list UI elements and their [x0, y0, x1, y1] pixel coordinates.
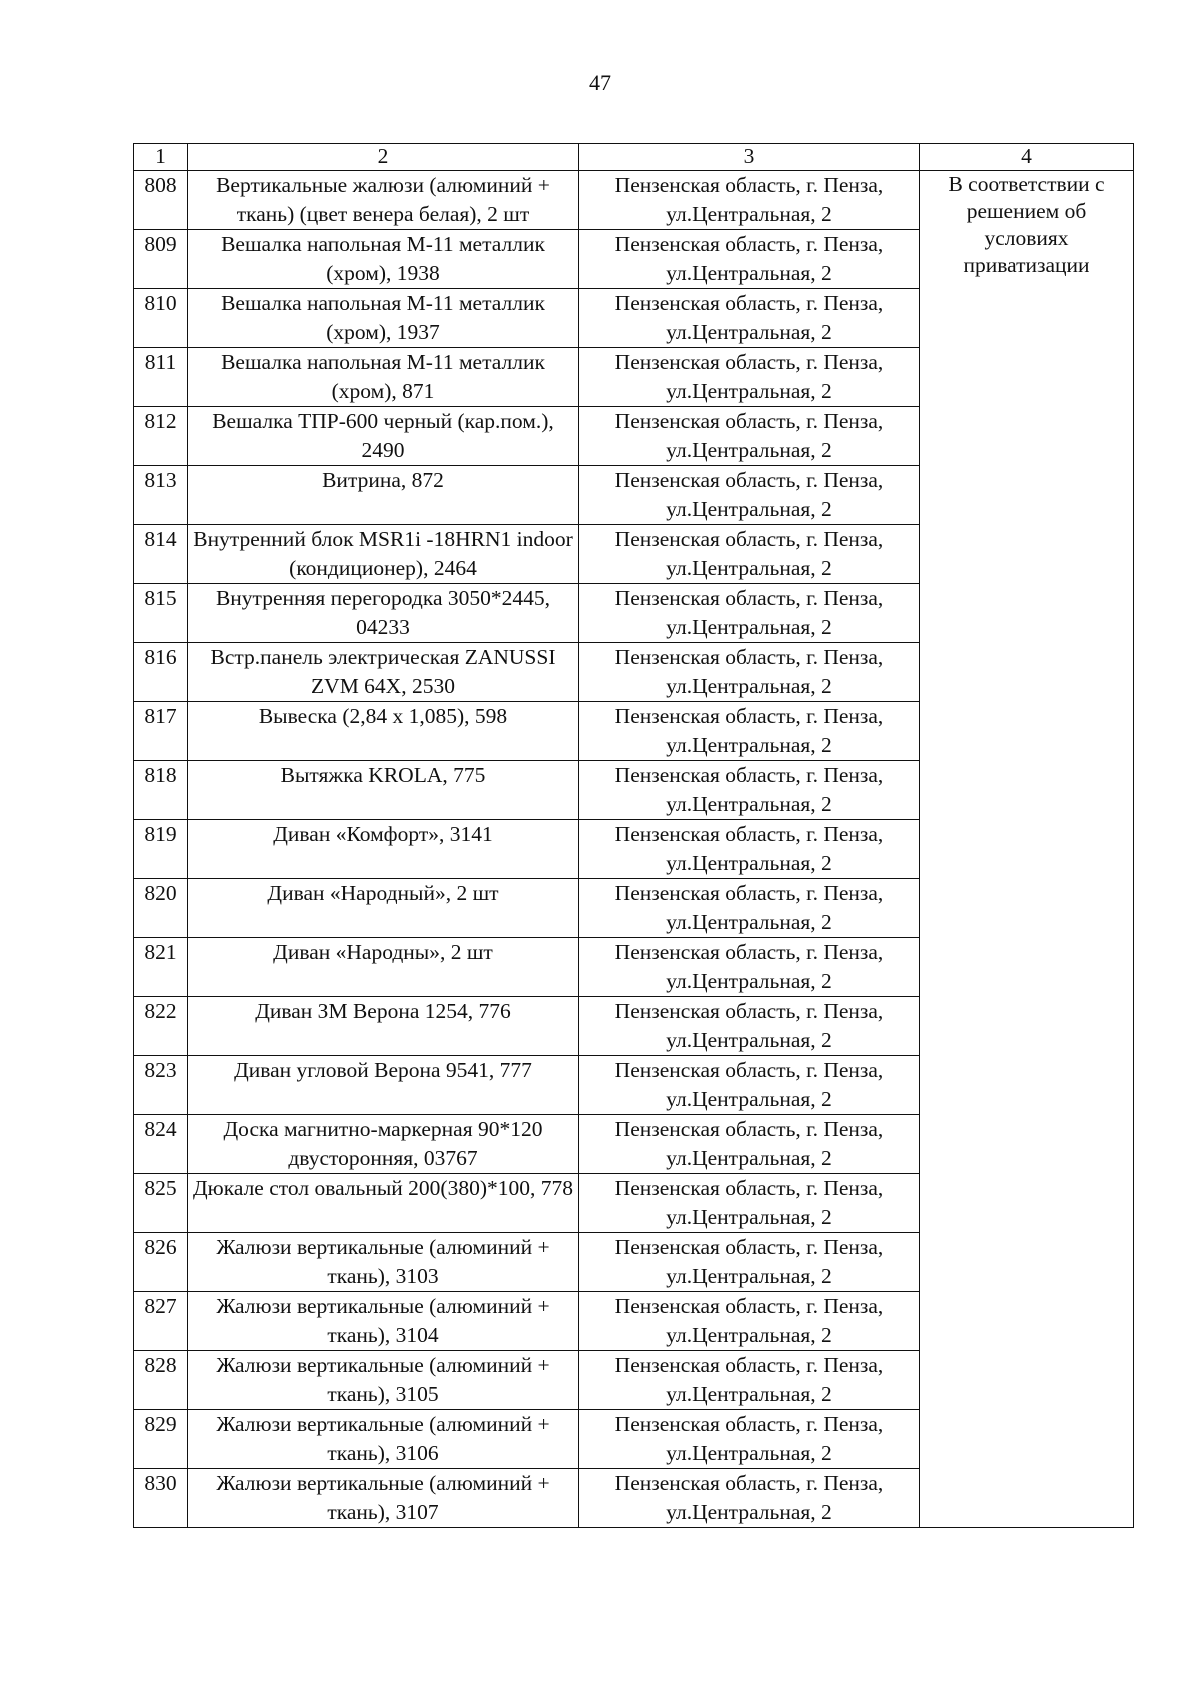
- item-name: Диван угловой Верона 9541, 777: [188, 1056, 579, 1115]
- item-name: Жалюзи вертикальные (алюминий + ткань), 3103: [188, 1233, 579, 1292]
- item-address: Пензенская область, г. Пенза, ул.Центральная, 2: [579, 1056, 920, 1115]
- row-number: 812: [134, 407, 188, 466]
- header-row: [134, 144, 1134, 171]
- item-name: Вешалка напольная М-11 металлик (хром), 871: [188, 348, 579, 407]
- privatization-condition: В соответствии с решением об условиях приватизации: [920, 171, 1134, 1528]
- item-name: Вывеска (2,84 х 1,085), 598: [188, 702, 579, 761]
- row-number: 828: [134, 1351, 188, 1410]
- item-address: Пензенская область, г. Пенза, ул.Центральная, 2: [579, 1351, 920, 1410]
- row-number: 816: [134, 643, 188, 702]
- item-address: Пензенская область, г. Пенза, ул.Центральная, 2: [579, 938, 920, 997]
- row-number: 811: [134, 348, 188, 407]
- row-number: 827: [134, 1292, 188, 1351]
- item-name: Жалюзи вертикальные (алюминий + ткань), 3107: [188, 1469, 579, 1528]
- item-address: Пензенская область, г. Пенза, ул.Центральная, 2: [579, 1410, 920, 1469]
- row-number: 819: [134, 820, 188, 879]
- row-number: 824: [134, 1115, 188, 1174]
- row-number: 829: [134, 1410, 188, 1469]
- row-number: 825: [134, 1174, 188, 1233]
- item-name: Встр.панель электрическая ZANUSSI ZVM 64X, 2530: [188, 643, 579, 702]
- row-number: 830: [134, 1469, 188, 1528]
- item-address: Пензенская область, г. Пенза, ул.Центральная, 2: [579, 584, 920, 643]
- item-name: Вытяжка KROLA, 775: [188, 761, 579, 820]
- row-number: 823: [134, 1056, 188, 1115]
- item-address: Пензенская область, г. Пенза, ул.Центральная, 2: [579, 643, 920, 702]
- item-address: Пензенская область, г. Пенза, ул.Центральная, 2: [579, 1469, 920, 1528]
- item-name: Диван «Комфорт», 3141: [188, 820, 579, 879]
- row-number: 822: [134, 997, 188, 1056]
- item-name: Диван ЗМ Верона 1254, 776: [188, 997, 579, 1056]
- item-address: Пензенская область, г. Пенза, ул.Центральная, 2: [579, 525, 920, 584]
- property-table: [133, 143, 1134, 1528]
- item-name: Внутренняя перегородка 3050*2445, 04233: [188, 584, 579, 643]
- item-address: Пензенская область, г. Пенза, ул.Центральная, 2: [579, 230, 920, 289]
- item-address: Пензенская область, г. Пенза, ул.Центральная, 2: [579, 1292, 920, 1351]
- row-number: 814: [134, 525, 188, 584]
- table-row: [134, 171, 1134, 230]
- item-name: Жалюзи вертикальные (алюминий + ткань), 3104: [188, 1292, 579, 1351]
- column-header-3: 3: [579, 144, 920, 171]
- item-address: Пензенская область, г. Пенза, ул.Центральная, 2: [579, 1233, 920, 1292]
- page-number: 47: [589, 70, 611, 95]
- item-address: Пензенская область, г. Пенза, ул.Центральная, 2: [579, 761, 920, 820]
- item-name: Вешалка ТПР-600 черный (кар.пом.), 2490: [188, 407, 579, 466]
- item-name: Вешалка напольная М-11 металлик (хром), 1938: [188, 230, 579, 289]
- row-number: 808: [134, 171, 188, 230]
- item-address: Пензенская область, г. Пенза, ул.Центральная, 2: [579, 289, 920, 348]
- row-number: 821: [134, 938, 188, 997]
- row-number: 813: [134, 466, 188, 525]
- row-number: 826: [134, 1233, 188, 1292]
- row-number: 809: [134, 230, 188, 289]
- column-header-4: 4: [920, 144, 1134, 171]
- item-address: Пензенская область, г. Пенза, ул.Центральная, 2: [579, 702, 920, 761]
- row-number: 820: [134, 879, 188, 938]
- item-address: Пензенская область, г. Пенза, ул.Центральная, 2: [579, 997, 920, 1056]
- table-body: [134, 171, 1134, 1528]
- item-name: Дюкале стол овальный 200(380)*100, 778: [188, 1174, 579, 1233]
- item-address: Пензенская область, г. Пенза, ул.Центральная, 2: [579, 407, 920, 466]
- item-name: Диван «Народный», 2 шт: [188, 879, 579, 938]
- item-name: Вертикальные жалюзи (алюминий + ткань) (цвет венера белая), 2 шт: [188, 171, 579, 230]
- item-name: Вешалка напольная М-11 металлик (хром), 1937: [188, 289, 579, 348]
- row-number: 815: [134, 584, 188, 643]
- row-number: 818: [134, 761, 188, 820]
- item-address: Пензенская область, г. Пенза, ул.Центральная, 2: [579, 171, 920, 230]
- table-header: [134, 144, 1134, 171]
- item-address: Пензенская область, г. Пенза, ул.Центральная, 2: [579, 466, 920, 525]
- item-name: Внутренний блок MSR1i -18HRN1 indoor (кондиционер), 2464: [188, 525, 579, 584]
- item-name: Жалюзи вертикальные (алюминий + ткань), 3106: [188, 1410, 579, 1469]
- column-header-1: 1: [134, 144, 188, 171]
- column-header-2: 2: [188, 144, 579, 171]
- item-name: Витрина, 872: [188, 466, 579, 525]
- row-number: 817: [134, 702, 188, 761]
- item-address: Пензенская область, г. Пенза, ул.Центральная, 2: [579, 1115, 920, 1174]
- item-address: Пензенская область, г. Пенза, ул.Центральная, 2: [579, 348, 920, 407]
- item-address: Пензенская область, г. Пенза, ул.Центральная, 2: [579, 820, 920, 879]
- item-name: Жалюзи вертикальные (алюминий + ткань), 3105: [188, 1351, 579, 1410]
- item-name: Доска магнитно-маркерная 90*120 двусторонняя, 03767: [188, 1115, 579, 1174]
- item-address: Пензенская область, г. Пенза, ул.Центральная, 2: [579, 1174, 920, 1233]
- row-number: 810: [134, 289, 188, 348]
- item-name: Диван «Народны», 2 шт: [188, 938, 579, 997]
- item-address: Пензенская область, г. Пенза, ул.Центральная, 2: [579, 879, 920, 938]
